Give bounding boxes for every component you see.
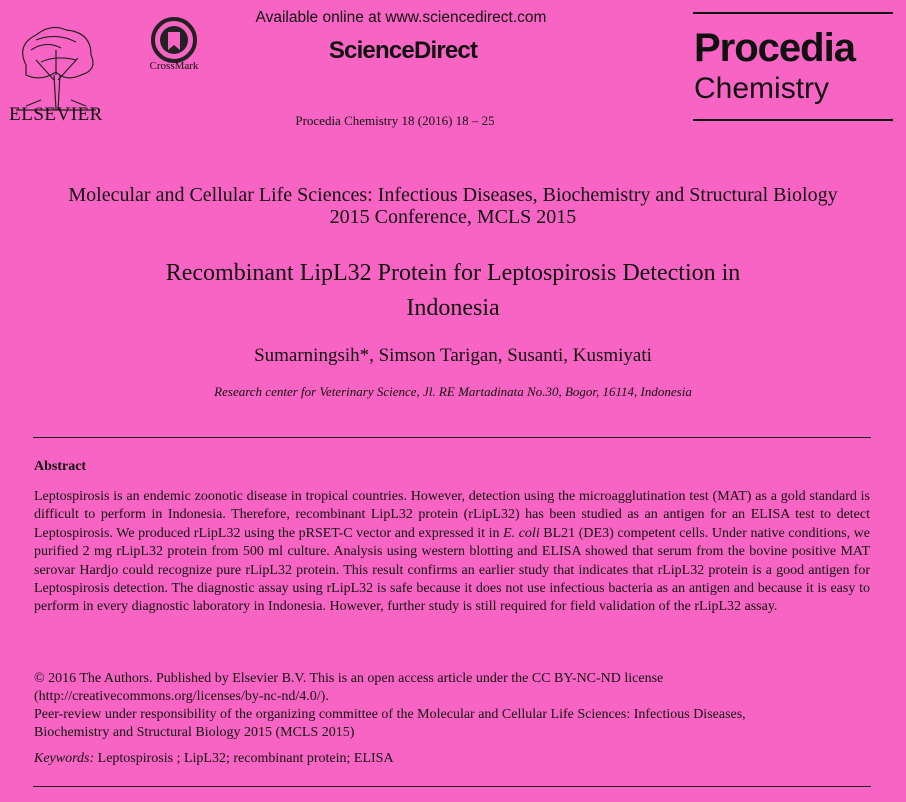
divider-bottom [33,786,871,787]
crossmark-label: CrossMark [149,60,199,72]
keywords-label: Keywords: [34,751,95,766]
journal-logo-rule-top [693,12,893,14]
license-url[interactable]: (http://creativecommons.org/licenses/by-nc-nd/4.0/). [34,689,329,704]
abstract-species-italic: E. coli [503,525,540,541]
abstract-heading: Abstract [34,459,87,474]
journal-logo-rule-bottom [693,119,893,121]
conference-line-1: Molecular and Cellular Life Sciences: Infectious Diseases, Biochemistry and Structural Biology [68,184,838,206]
license-block [34,670,870,742]
abstract-text-1: Leptospirosis is an endemic zoonotic disease in tropical countries. However, detection using the microagglutination test (MAT) as a gold standard is difficult to perform in Indonesia. Therefore, recombinant LipL32 protein (rLipL32) has been studied as an antigen for an ELISA test to detect Leptospirosis. We produced rLipL32 using the pRSET-C vector and expressed it in [34,489,870,541]
keywords [34,751,870,767]
journal-citation: Procedia Chemistry 18 (2016) 18 – 25 [295,113,495,128]
abstract-body [34,488,870,617]
conference-line-2: 2015 Conference, MCLS 2015 [329,206,577,228]
author-affiliation: Research center for Veterinary Science, Jl. RE Martadinata No.30, Bogor, 16114, Indonesia [214,384,692,399]
conference-name [20,184,886,228]
sciencedirect-logo[interactable]: ScienceDirect [328,37,478,64]
divider-top [33,437,871,438]
article-authors: Sumarningsih*, Simson Tarigan, Susanti, Kusmiyati [254,345,652,366]
peer-review-line-1: Peer-review under responsibility of the organizing committee of the Molecular and Cellular Life Sciences: Infectious Diseases, [34,707,746,722]
keywords-list: Leptospirosis ; LipL32; recombinant protein; ELISA [94,751,394,766]
article-title-line-1: Recombinant LipL32 Protein for Leptospirosis Detection in [165,260,741,286]
abstract-text-2: BL21 (DE3) competent cells. Under native conditions, we purified 2 mg rLipL32 protein from 500 ml culture. Analysis using western blotting and ELISA showed that serum from the bovine positive MAT serovar Hardjo could recognize pure rLipL32 protein. This result confirms an earlier study that indicates that rLipL32 protein is a good antigen for Leptospirosis detection. The diagnostic assay using rLipL32 is safe because it does not use infectious bacteria as an antigen and because it is easy to perform in every diagnostic laboratory in Indonesia. However, further study is still required for field validation of the rLipL32 assay. [34,525,871,615]
available-online-link[interactable]: Available online at www.sciencedirect.com [255,9,547,26]
article-title-line-2: Indonesia [406,295,500,321]
journal-logo-title: Procedia [694,26,855,70]
elsevier-wordmark: ELSEVIER [9,104,103,125]
copyright-notice: © 2016 The Authors. Published by Elsevier B.V. This is an open access article under the CC BY-NC-ND license [34,671,664,686]
article-title [40,256,866,326]
journal-logo-subtitle: Chemistry [694,72,830,105]
peer-review-line-2: Biochemistry and Structural Biology 2015 (MCLS 2015) [34,725,355,740]
